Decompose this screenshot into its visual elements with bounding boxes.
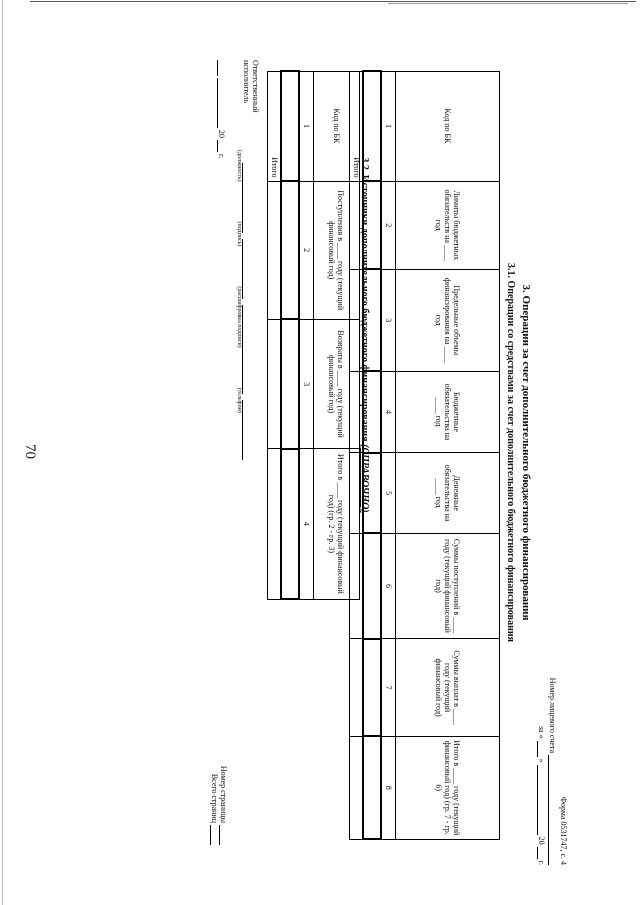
data-cell[interactable]: [364, 639, 382, 737]
col-number: 6: [382, 533, 396, 638]
col-header-monetary-obligations: Денежные обязательства на ____ год: [396, 453, 500, 533]
date-day-field[interactable]: [537, 741, 538, 757]
sign-date-suffix: г.: [217, 154, 226, 159]
sources-total-row: [268, 71, 282, 599]
col-number: 3: [382, 269, 396, 371]
col-header-refunds: Возвраты в ____ году (текущий финансовый год): [314, 319, 360, 448]
col-header-limits: Лимиты бюджетных обязательств на ____ год: [396, 181, 500, 269]
caption-phone: (телефон): [236, 387, 242, 413]
total-label: Итого: [268, 71, 282, 181]
page-number-label: Номер страницы: [219, 765, 228, 823]
page-number-field[interactable]: [219, 825, 220, 845]
col-number: 1: [300, 71, 314, 181]
data-cell[interactable]: [282, 181, 300, 319]
total-label: Итого: [350, 71, 364, 181]
total-cell[interactable]: [350, 639, 364, 737]
operations-header-row: [396, 71, 500, 839]
sources-data-row: [282, 71, 300, 599]
col-header-kbk: Код по БК: [314, 71, 360, 181]
page-number: 70: [22, 444, 38, 459]
signature-date-row: [217, 60, 226, 460]
sign-date-year: 20: [217, 130, 226, 138]
total-cell[interactable]: [268, 319, 282, 448]
operations-table: [349, 70, 500, 840]
date-mid: »: [537, 758, 546, 763]
position-field[interactable]: [242, 163, 243, 233]
total-cell[interactable]: [268, 449, 282, 599]
col-number: 7: [382, 639, 396, 737]
section-title: 3. Операции за счет дополнительного бюджетного финансирования: [520, 284, 532, 621]
page-counter: [210, 766, 228, 845]
data-cell[interactable]: [282, 449, 300, 599]
caption-decoding: (расшифровка подписи): [236, 286, 242, 348]
col-header-total: Итого в ____ году (текущий финансовый год) (гр. 7 - гр. 6): [396, 736, 500, 839]
phone-field[interactable]: [242, 400, 243, 460]
account-label: Номер лицевого счета: [548, 677, 557, 753]
col-header-payments: Суммы выплат в ____ году (текущий финансовый год): [396, 639, 500, 737]
date-month-field[interactable]: [537, 765, 538, 835]
sources-title-note: (СПРАВОЧНО): [359, 444, 370, 513]
col-header-budget-obligations: Бюджетные обязательства на ____ год: [396, 371, 500, 453]
data-cell[interactable]: [282, 71, 300, 181]
caption-signature: (подпись): [236, 221, 242, 247]
date-year-field[interactable]: [537, 847, 538, 859]
signature-field[interactable]: [242, 239, 243, 299]
sources-title-text: 3.2. Источники дополнительного бюджетного финансирования: [359, 157, 370, 442]
total-cell[interactable]: [268, 181, 282, 319]
report-date-row: [537, 585, 546, 865]
data-cell[interactable]: [364, 736, 382, 839]
col-header-financing-volumes: Предельные объемы финансирования на ____ год: [396, 269, 500, 371]
total-pages-label: Всего страниц: [210, 773, 219, 823]
responsible-label: Ответственный исполнитель: [242, 60, 260, 113]
col-number: 8: [382, 736, 396, 839]
total-cell[interactable]: [350, 736, 364, 839]
col-number: 2: [300, 181, 314, 319]
form-code: Форма 0531747, с. 4: [559, 796, 568, 865]
account-number-field[interactable]: [548, 755, 549, 865]
date-suffix: г.: [537, 860, 546, 865]
total-pages-row: [210, 766, 219, 845]
operations-number-row: [382, 71, 396, 839]
sources-table: [267, 70, 360, 600]
col-header-receipts: Поступления в ____ году (текущий финансовый год): [314, 181, 360, 319]
responsible-signature-row: [242, 60, 260, 460]
data-cell[interactable]: [282, 319, 300, 448]
sign-year-field[interactable]: [217, 140, 218, 152]
form-header: [535, 585, 570, 865]
account-number-row: [548, 585, 557, 865]
sign-day-field[interactable]: [217, 60, 218, 76]
responsible-block: [217, 60, 260, 460]
sources-header-row: [314, 71, 360, 599]
sign-month-field[interactable]: [217, 78, 218, 128]
col-header-total: Итого в ____ году (текущий финансовый год) (гр. 2 - гр. 3): [314, 449, 360, 599]
page-number-row: [219, 766, 228, 845]
col-number: 4: [382, 371, 396, 453]
date-year: 20: [537, 836, 546, 845]
date-prefix: за «: [537, 725, 546, 739]
col-number: 2: [382, 181, 396, 269]
caption-position: (должность): [236, 150, 242, 182]
total-pages-field[interactable]: [210, 825, 211, 845]
col-number: 5: [382, 453, 396, 533]
subsection-title: 3.1. Операции со средствами за счет дополнительного бюджетного финансирования: [505, 262, 516, 643]
col-header-receipts: Суммы поступлений в ____ году (текущий финансовый год): [396, 533, 500, 638]
col-number: 4: [300, 449, 314, 599]
col-number: 3: [300, 319, 314, 448]
sources-title: [359, 70, 370, 600]
col-header-kbk: Код по БК: [396, 71, 500, 181]
col-number: 1: [382, 71, 396, 181]
signature-decoding-field[interactable]: [242, 305, 243, 395]
sources-number-row: [300, 71, 314, 599]
